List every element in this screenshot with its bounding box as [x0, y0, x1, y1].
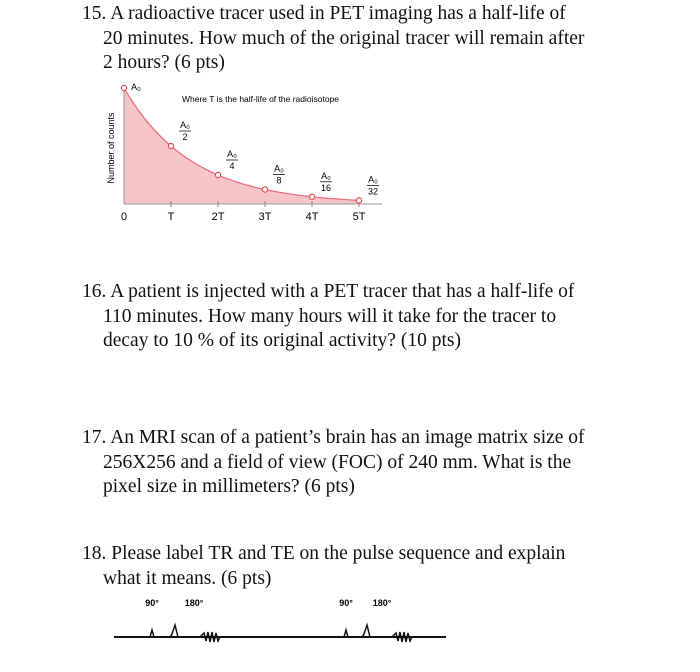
data-label-numerator: A₀ [227, 149, 237, 159]
question-18 [82, 542, 642, 591]
question-15-line-1: 15. A radioactive tracer used in PET imaging has a half-life of [82, 3, 566, 24]
data-point [356, 198, 361, 203]
data-label-denominator: 32 [367, 186, 379, 197]
data-label-numerator: A₀ [321, 170, 331, 181]
data-label-numerator: A₀ [368, 174, 378, 185]
x-tick-label: 2T [211, 211, 225, 223]
question-16-line-1: 16. A patient is injected with a PET tracer that has a half-life of [82, 281, 575, 302]
data-label-denominator: 8 [276, 175, 282, 186]
pulse-180-label: 180° [372, 598, 392, 608]
pulse-90 [146, 630, 158, 637]
question-16-line-2: 110 minutes. How many hours will it take for the tracer to [103, 305, 557, 327]
pulse-180 [170, 625, 182, 637]
chart-title: Where T is the half-life of the radioisotope [182, 94, 340, 104]
question-17 [82, 426, 642, 500]
question-17-line-2: 256X256 and a field of view (FOC) of 240 mm. What is the [103, 451, 572, 473]
question-15 [82, 2, 642, 76]
x-tick-label: 0 [120, 211, 128, 223]
x-tick-label: 3T [258, 211, 272, 223]
data-label-numerator: A₀ [131, 82, 141, 92]
data-label-numerator: A₀ [274, 163, 284, 174]
x-tick-label: 4T [305, 211, 319, 223]
pulse-180-label: 180° [184, 598, 204, 608]
question-15-line-3: 2 hours? (6 pts) [103, 52, 225, 73]
data-label-numerator: A₀ [180, 120, 190, 130]
question-15-line-2: 20 minutes. How much of the original tracer will remain after [103, 27, 585, 49]
x-tick-label: T [167, 211, 175, 223]
x-tick-label: 5T [352, 211, 366, 223]
pulse-180 [362, 625, 374, 637]
question-18-line-2: what it means. (6 pts) [103, 567, 272, 589]
question-16 [82, 280, 642, 354]
data-point [215, 172, 220, 177]
pulse-sequence-diagram [100, 590, 460, 660]
data-label-denominator: 2 [182, 132, 188, 142]
question-18-line-1: 18. Please label TR and TE on the pulse sequence and explain [82, 543, 566, 564]
pulse-90 [340, 630, 352, 637]
data-point [121, 85, 126, 90]
question-16-line-3: decay to 10 % of its original activity? (10 pts) [103, 330, 461, 351]
data-point [262, 187, 267, 192]
data-point [309, 194, 314, 199]
data-label-denominator: 4 [229, 161, 235, 171]
pulse-90-label: 90° [145, 598, 159, 608]
data-label-denominator: 16 [320, 182, 332, 193]
question-17-line-1: 17. An MRI scan of a patient’s brain has an image matrix size of [82, 427, 585, 448]
decay-chart [100, 78, 400, 228]
question-17-line-3: pixel size in millimeters? (6 pts) [103, 476, 355, 497]
y-axis-label: Number of counts [106, 112, 116, 184]
data-point [168, 143, 173, 148]
pulse-90-label: 90° [339, 598, 353, 608]
